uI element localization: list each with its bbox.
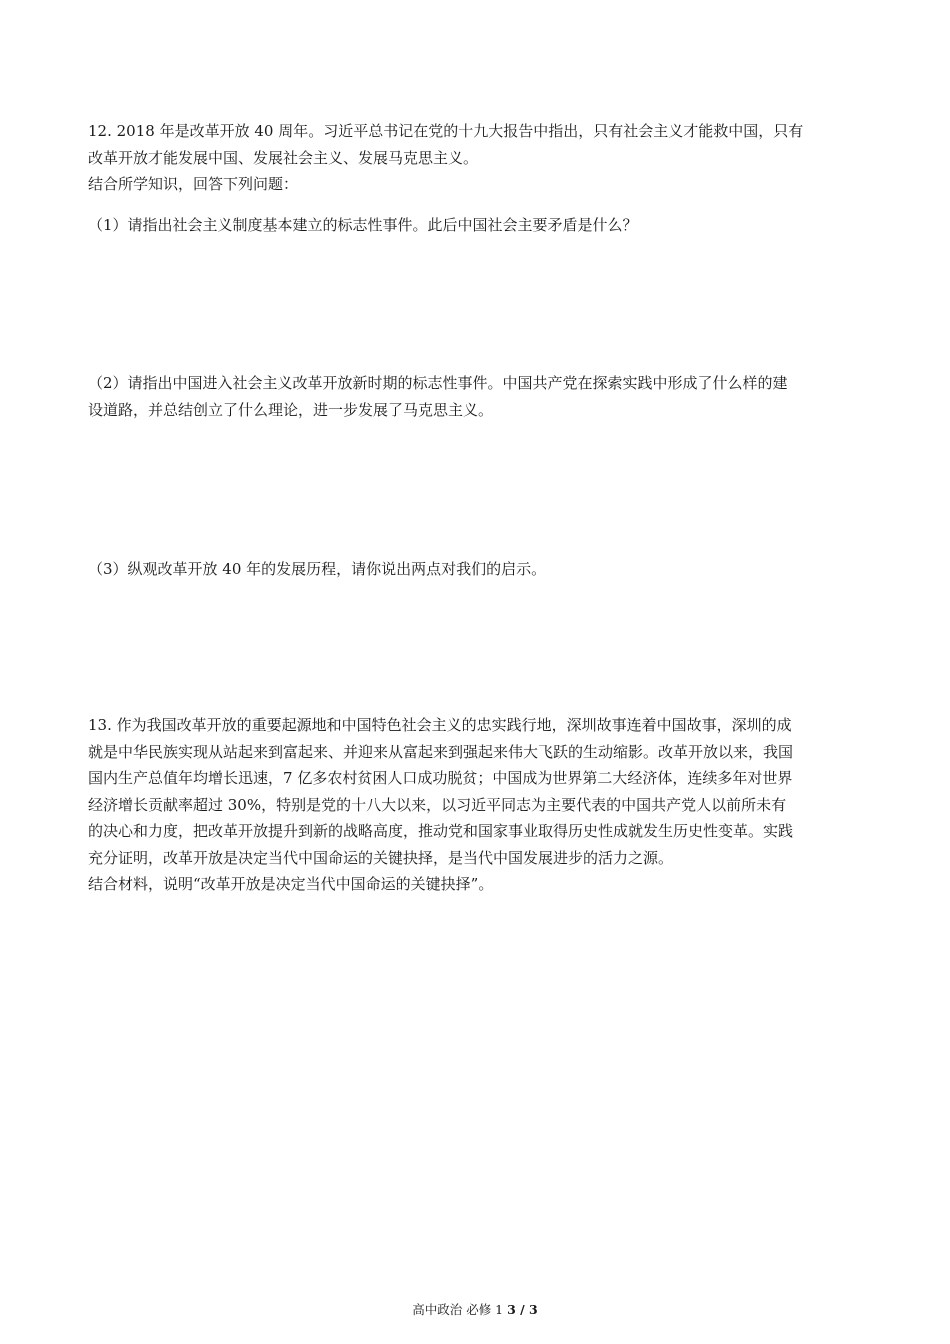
footer-page-number: 3 / 3 [507, 1302, 538, 1317]
question-12-line-3: 结合所学知识，回答下列问题： [88, 175, 299, 193]
question-12-line-1: 12. 2018 年是改革开放 40 周年。习近平总书记在党的十九大报告中指出，只有社会主义才能救中国，只有 [88, 122, 804, 140]
question-13-line-5: 的决心和力度，把改革开放提升到新的战略高度，推动党和国家事业取得历史性成就发生历史性变革。实践 [88, 822, 794, 840]
question-13-line-3: 国内生产总值年均增长迅速，7 亿多农村贫困人口成功脱贫；中国成为世界第二大经济体，连续多年对世界 [88, 769, 793, 787]
question-12-part-1 [88, 212, 866, 239]
question-12-part-2 [88, 370, 866, 423]
question-13-line-1: 13. 作为我国改革开放的重要起源地和中国特色社会主义的忠实践行地，深圳故事连着中国故事，深圳的成 [88, 716, 792, 734]
footer-subject: 高中政治 必修 1 [412, 1302, 508, 1317]
question-13-line-6: 充分证明，改革开放是决定当代中国命运的关键抉择，是当代中国发展进步的活力之源。 [88, 848, 674, 867]
question-13-line-2: 就是中华民族实现从站起来到富起来、并迎来从富起来到强起来伟大飞跃的生动缩影。改革开放以来，我国 [88, 742, 794, 761]
question-12-part-2-line-2: 设道路，并总结创立了什么理论，进一步发展了马克思主义。 [88, 400, 494, 419]
question-12-stem [88, 118, 866, 198]
question-12-part-2-line-1: （2）请指出中国进入社会主义改革开放新时期的标志性事件。中国共产党在探索实践中形成了什么样的建 [88, 374, 788, 392]
question-13 [88, 712, 866, 898]
question-13-line-4: 经济增长贡献率超过 30%，特别是党的十八大以来，以习近平同志为主要代表的中国共产党人以前所未有 [88, 795, 787, 814]
question-13-line-7: 结合材料，说明“改革开放是决定当代中国命运的关键抉择”。 [88, 875, 494, 893]
page-footer [0, 1300, 950, 1318]
question-12-part-3-text: （3）纵观改革开放 40 年的发展历程，请你说出两点对我们的启示。 [88, 560, 547, 578]
question-12-part-1-text: （1）请指出社会主义制度基本建立的标志性事件。此后中国社会主要矛盾是什么？ [88, 216, 638, 234]
question-12-part-3 [88, 556, 866, 583]
question-12-line-2: 改革开放才能发展中国、发展社会主义、发展马克思主义。 [88, 148, 479, 167]
